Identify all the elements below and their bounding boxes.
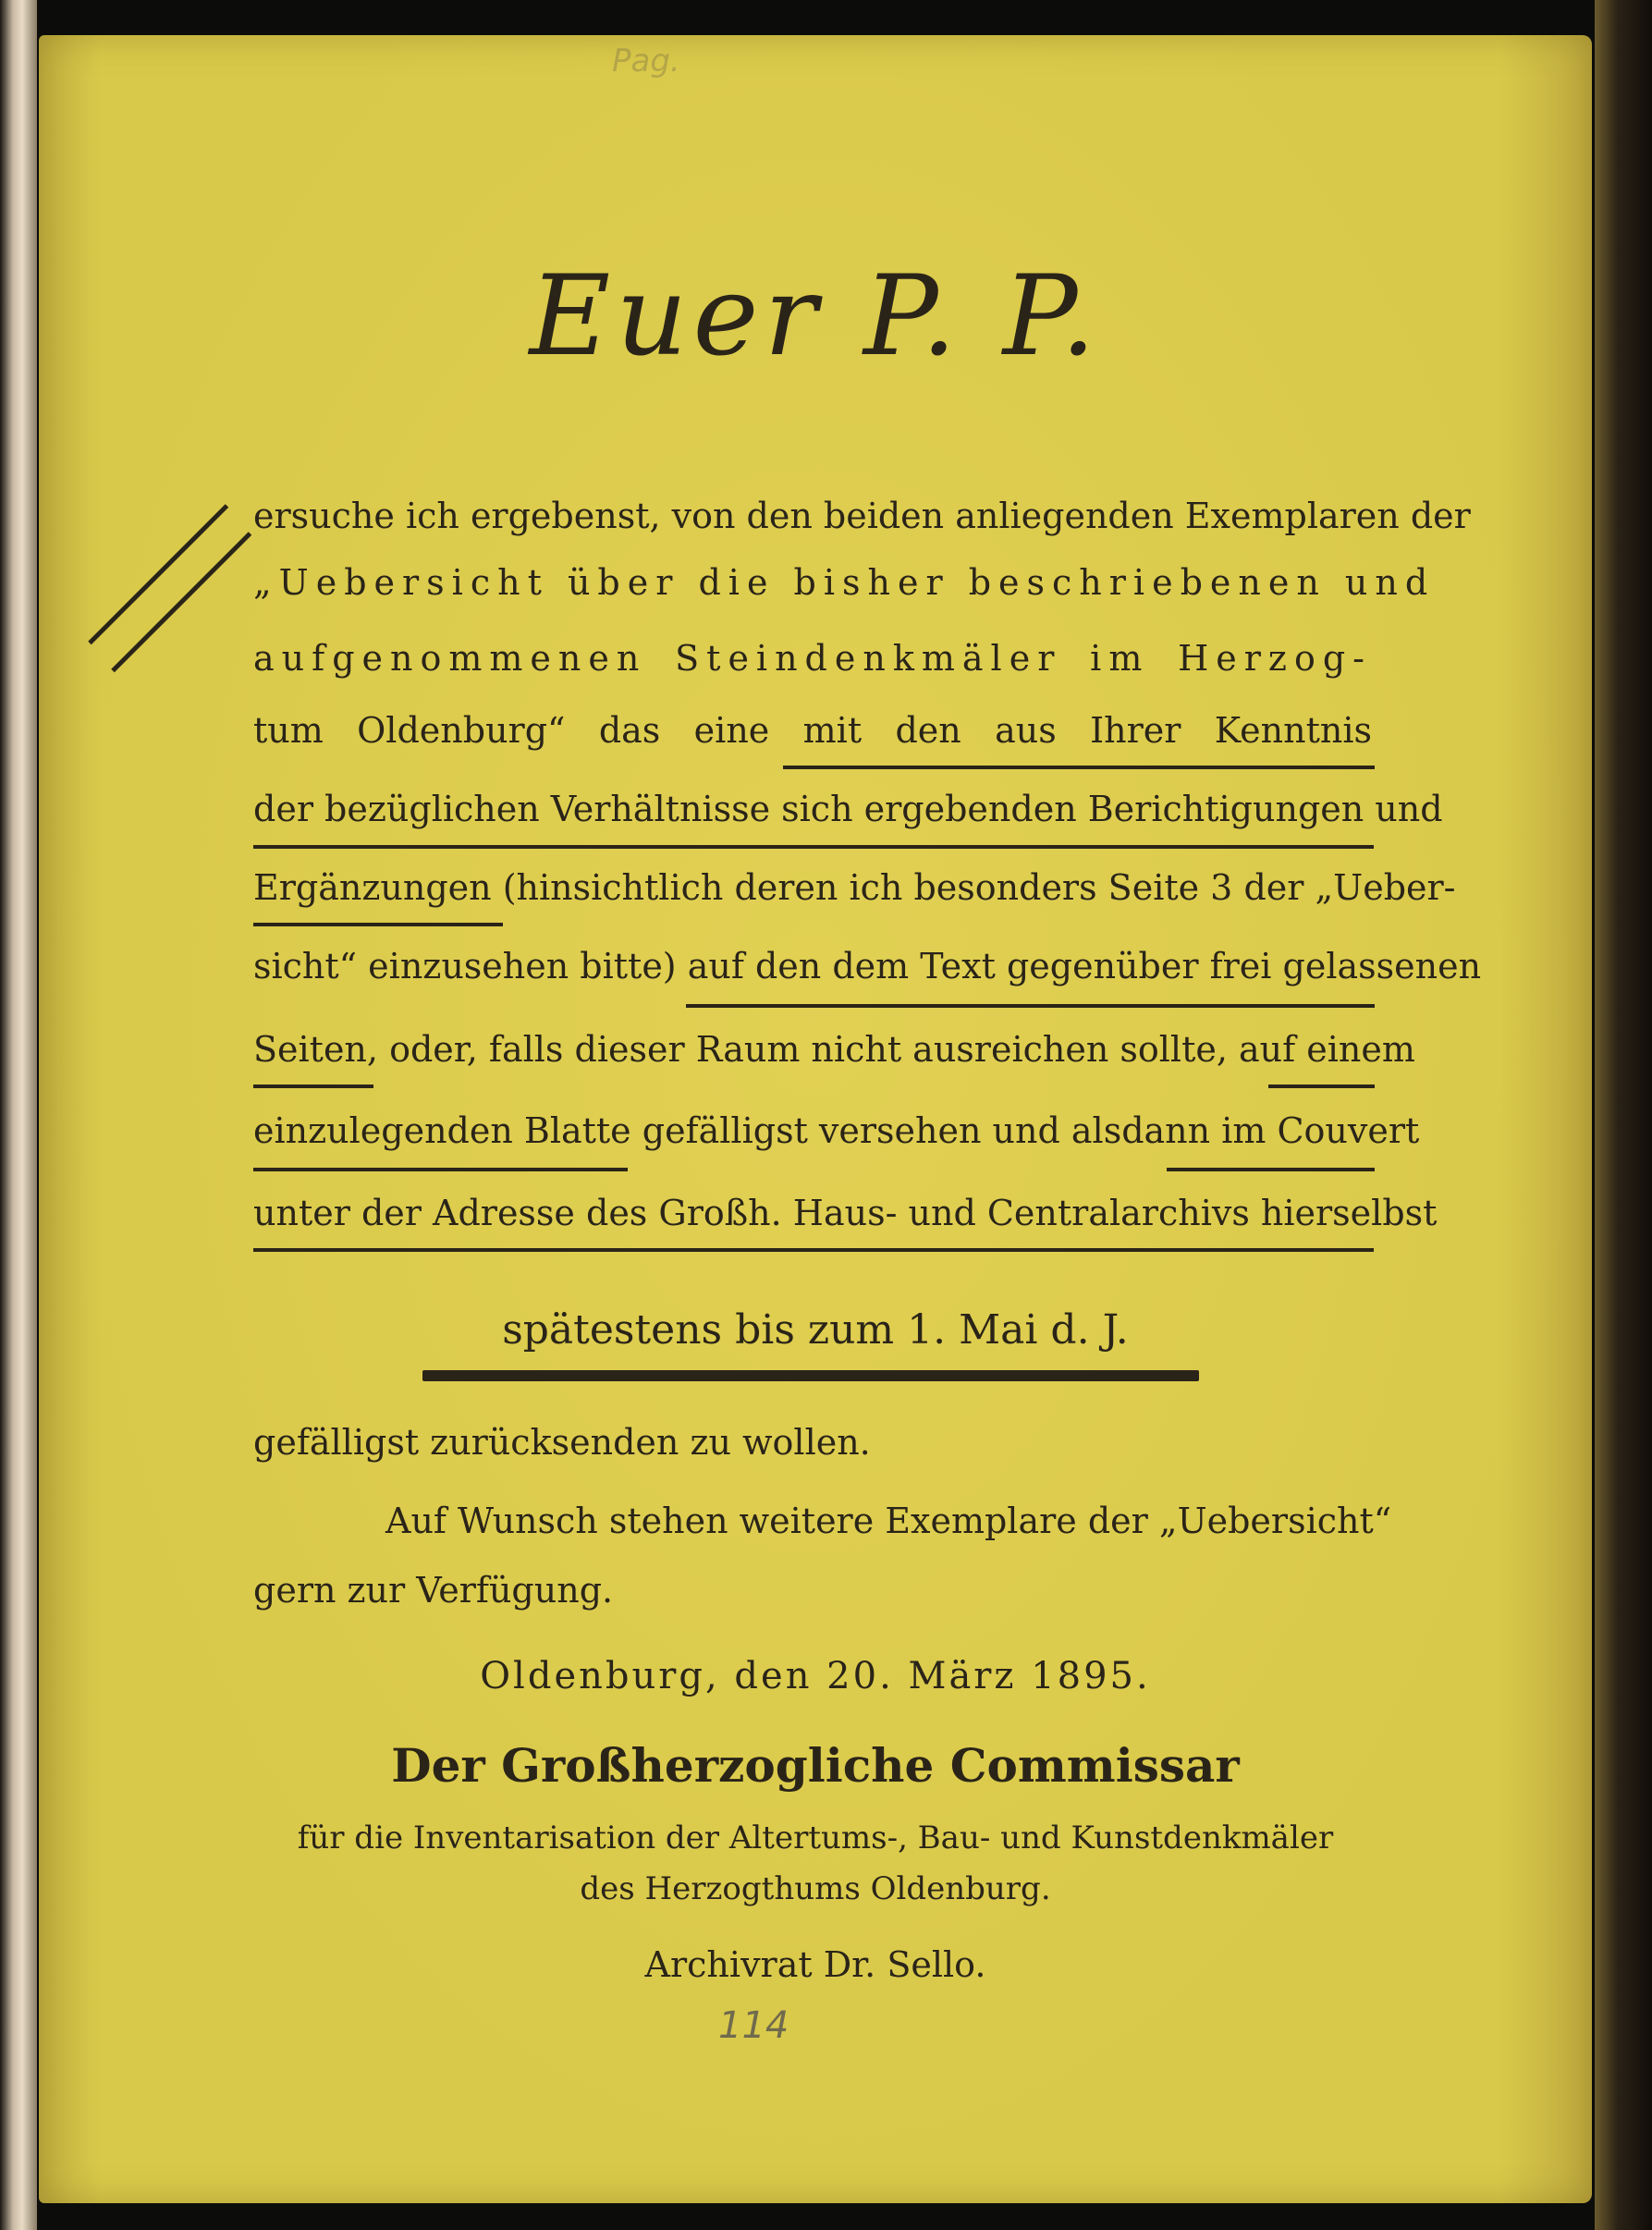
deadline-rule [422, 1370, 1199, 1381]
pencil-page-number: 114 [718, 2004, 789, 2047]
underline [686, 1004, 1375, 1008]
body-line-5: der bezüglichen Verhältnisse sich ergebenden Berichtigungen und [253, 789, 1443, 829]
closing-line: gefälligst zurücksenden zu wollen. [253, 1422, 871, 1463]
body-line-3: aufgenommenen Steindenkmäler im Herzog- [253, 638, 1372, 679]
signatory-role-1: für die Inventarisation der Altertums-, Bau- und Kunstdenkmäler [297, 1820, 1334, 1856]
underline [1167, 1168, 1375, 1171]
letter-page [39, 35, 1592, 2203]
extra-line-1: Auf Wunsch stehen weitere Exemplare der „Uebersicht“ [385, 1501, 1392, 1541]
underline [253, 845, 1374, 849]
body-line-2: „Uebersicht über die bisher beschriebenen und [253, 562, 1436, 603]
signatory-name: Archivrat Dr. Sello. [644, 1944, 986, 1985]
salutation-heading: Euer P. P. [529, 252, 1102, 381]
underline [253, 1248, 1374, 1252]
book-spine [1595, 0, 1652, 2230]
left-page-edge [0, 0, 37, 2230]
underline [1268, 1084, 1375, 1088]
extra-line-2: gern zur Verfügung. [253, 1570, 614, 1611]
body-line-4: tum Oldenburg“ das eine mit den aus Ihrer Kenntnis [253, 710, 1372, 751]
underline [253, 923, 503, 926]
signatory-title: Der Großherzogliche Commissar [391, 1738, 1240, 1793]
place-date: Oldenburg, den 20. März 1895. [480, 1655, 1151, 1697]
signatory-role-2: des Herzogthums Oldenburg. [580, 1870, 1051, 1907]
body-line-9: einzulegenden Blatte gefälligst versehen und alsdann im Couvert [253, 1110, 1420, 1151]
underline [783, 766, 1375, 769]
body-line-10: unter der Adresse des Großh. Haus- und Centralarchivs hierselbst [253, 1193, 1438, 1233]
pencil-top-mark: Pag. [612, 43, 680, 80]
body-line-6: Ergänzungen (hinsichtlich deren ich besonders Seite 3 der „Ueber- [253, 867, 1456, 908]
deadline-line: spätestens bis zum 1. Mai d. J. [502, 1306, 1129, 1354]
body-line-7: sicht“ einzusehen bitte) auf den dem Text gegenüber frei gelassenen [253, 946, 1482, 986]
underline [253, 1168, 628, 1171]
underline [253, 1084, 373, 1088]
body-line-1: ersuche ich ergebenst, von den beiden anliegenden Exemplaren der [253, 496, 1471, 536]
body-line-8: Seiten, oder, falls dieser Raum nicht ausreichen sollte, auf einem [253, 1029, 1415, 1070]
